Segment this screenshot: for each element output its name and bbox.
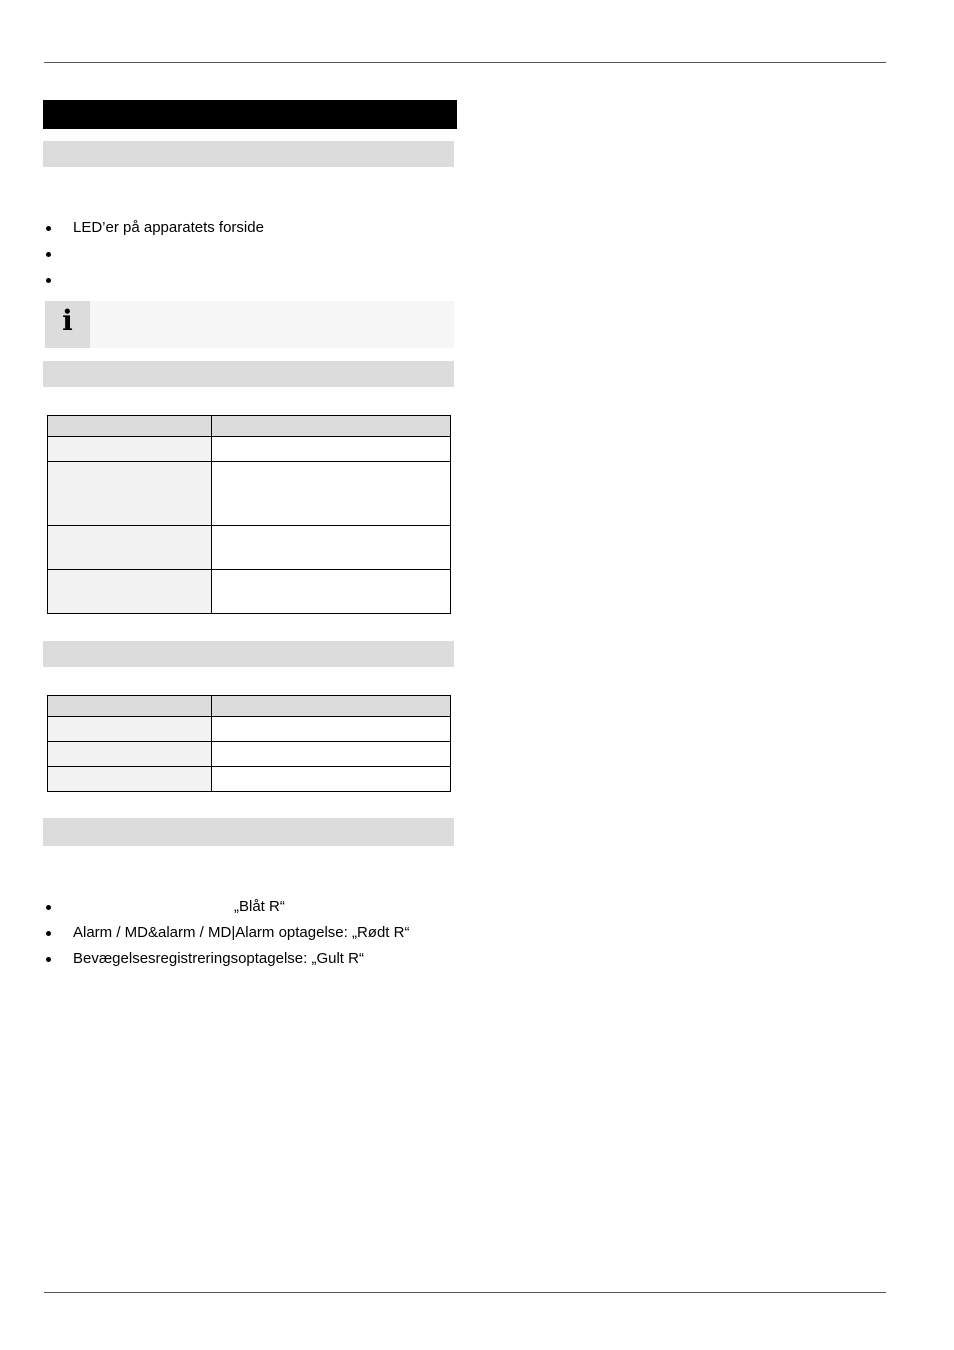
table-cell (212, 717, 451, 742)
bullet-dot (46, 931, 51, 936)
table-cell (212, 767, 451, 792)
section-heading-bar-4 (43, 818, 454, 846)
table-cell (212, 437, 451, 462)
list-item (44, 894, 409, 920)
table-cell (48, 742, 212, 767)
info-note-box (45, 301, 454, 348)
table-cell (212, 742, 451, 767)
info-icon-cell (45, 301, 90, 348)
list-item-text: Alarm / MD&alarm / MD|Alarm optagelse: „Rødt R“ (73, 924, 410, 941)
chapter-heading-bar (43, 100, 457, 129)
table-header-cell (48, 416, 212, 437)
table-header-cell (212, 416, 451, 437)
table-header-row (48, 696, 451, 717)
list-item (44, 215, 264, 241)
list-item (44, 241, 264, 267)
table-header-cell (48, 696, 212, 717)
info-icon: i (62, 304, 73, 337)
table-cell (212, 462, 451, 526)
bullet-list-1 (44, 215, 264, 293)
bullet-dot (46, 252, 51, 257)
table-cell (48, 437, 212, 462)
section-heading-bar-3 (43, 641, 454, 667)
table-cell (48, 570, 212, 614)
table-row (48, 767, 451, 792)
list-item (44, 920, 409, 946)
bullet-dot (46, 905, 51, 910)
list-item-text: Bevægelsesregistreringsoptagelse: „Gult R“ (73, 950, 364, 967)
table-cell (48, 526, 212, 570)
table-row (48, 717, 451, 742)
list-item (44, 946, 409, 972)
table-cell (212, 526, 451, 570)
section-heading-bar-1 (43, 141, 454, 167)
list-item-text: „Blåt R“ (234, 898, 285, 915)
bullet-list-recording (44, 894, 409, 972)
table-row (48, 742, 451, 767)
header-rule (44, 62, 886, 63)
list-item-text: LED’er på apparatets forside (73, 219, 264, 236)
footer-rule (44, 1292, 886, 1293)
table-row (48, 462, 451, 526)
table-row (48, 526, 451, 570)
section-heading-bar-2 (43, 361, 454, 387)
table-header-row (48, 416, 451, 437)
table-cell (48, 462, 212, 526)
bullet-dot (46, 226, 51, 231)
bullet-dot (46, 957, 51, 962)
table-cell (48, 717, 212, 742)
table-row (48, 437, 451, 462)
bullet-dot (46, 278, 51, 283)
led-status-table (47, 415, 451, 614)
list-item (44, 267, 264, 293)
status-table-2 (47, 695, 451, 792)
table-cell (48, 767, 212, 792)
table-header-cell (212, 696, 451, 717)
table-row (48, 570, 451, 614)
table-cell (212, 570, 451, 614)
